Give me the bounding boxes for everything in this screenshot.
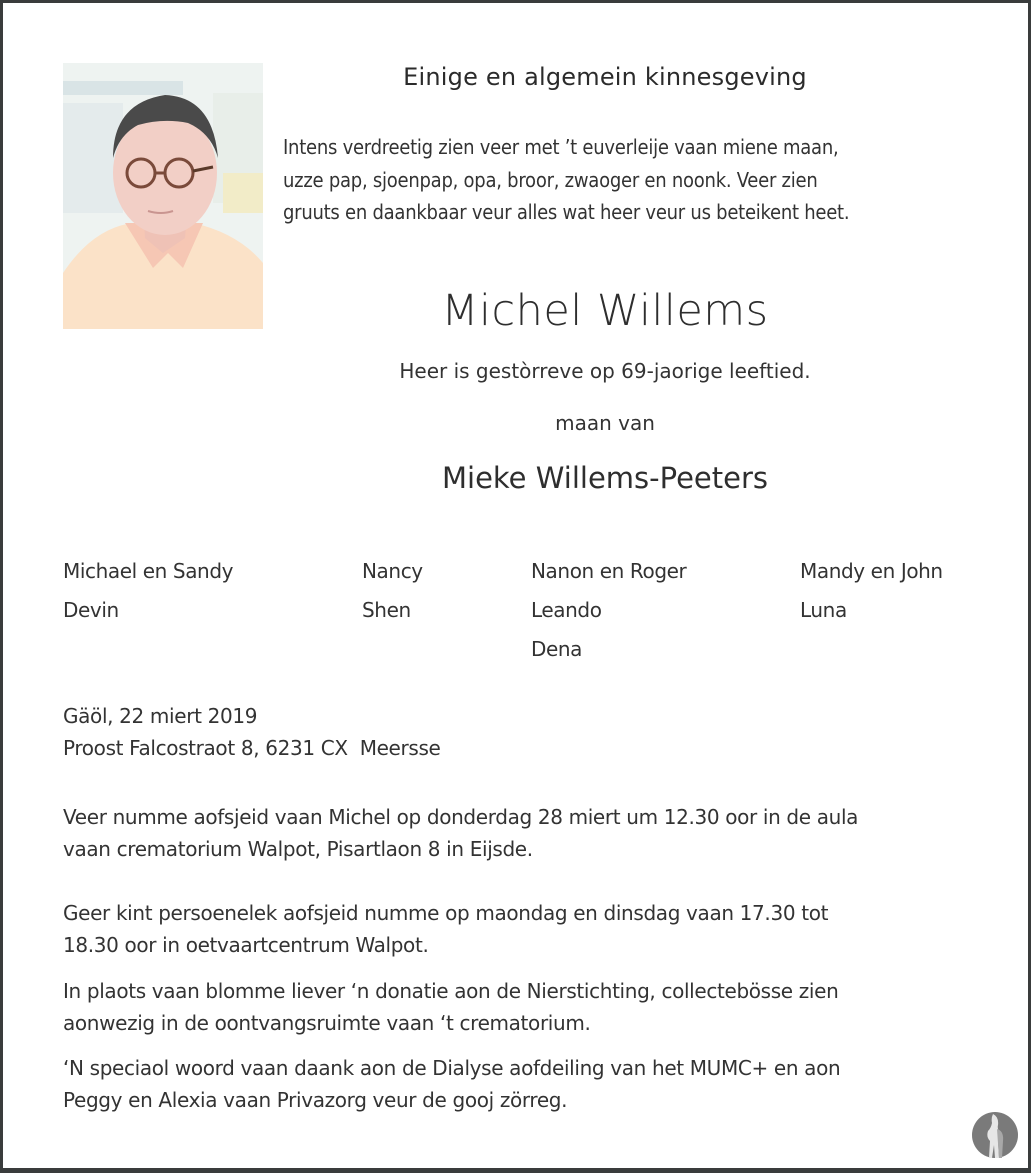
family-member: Nancy — [362, 559, 423, 583]
family-member: Devin — [63, 598, 119, 622]
paragraph-farewell — [63, 801, 973, 865]
family-member: Nanon en Roger — [531, 559, 687, 583]
paragraph-line: 18.30 oor in oetvaartcentrum Walpot. — [63, 933, 429, 957]
paragraph-line: vaan crematorium Walpot, Pisartlaon 8 in Eijsde. — [63, 837, 533, 861]
portrait-illustration — [63, 63, 263, 329]
paragraph-donation — [63, 975, 973, 1039]
family-member: Dena — [531, 637, 583, 661]
paragraph-line: Peggy en Alexia vaan Privazorg veur de gooj zörreg. — [63, 1088, 568, 1112]
paragraph-line: Veer numme aofsjeid vaan Michel op donderdag 28 miert um 12.30 oor in de aula — [63, 805, 859, 829]
announcement-heading: Einige en algemein kinnesgeving — [403, 63, 807, 91]
family-member: Shen — [362, 598, 411, 622]
family-member: Leando — [531, 598, 602, 622]
paragraph-line: aonwezig in de oontvangsruimte vaan ‘t crematorium. — [63, 1011, 591, 1035]
place-date-address — [63, 700, 973, 764]
memorial-logo-icon — [971, 1111, 1019, 1159]
place-date: Gäöl, 22 miert 2019 — [63, 704, 258, 728]
family-member: Michael en Sandy — [63, 559, 234, 583]
intro-line: uzze pap, sjoenpap, opa, broor, zwaoger en noonk. Veer zien — [283, 167, 818, 192]
age-line: Heer is gestòrreve op 69-jaorige leeftied. — [399, 359, 811, 383]
family-column — [800, 552, 943, 630]
address: Proost Falcostraot 8, 6231 CX Meersse — [63, 736, 441, 760]
relation-line: maan van — [555, 411, 655, 435]
deceased-name: Michel Willems — [441, 286, 769, 336]
paragraph-line: ‘N speciaol woord vaan daank aon de Dialyse aofdeiling van het MUMC+ en aon — [63, 1056, 841, 1080]
paragraph-visitation — [63, 897, 973, 961]
family-column — [531, 552, 686, 669]
paragraph-line: In plaots vaan blomme liever ‘n donatie aon de Nierstichting, collectebösse zien — [63, 979, 839, 1003]
family-member: Mandy en John — [800, 559, 943, 583]
paragraph-thanks — [63, 1052, 973, 1116]
intro-line: gruuts en daankbaar veur alles wat heer veur us beteikent heet. — [283, 200, 850, 224]
paragraph-line: Geer kint persoenelek aofsjeid numme op maondag en dinsdag vaan 17.30 tot — [63, 901, 829, 925]
intro-text — [283, 131, 973, 229]
intro-line: Intens verdreetig zien veer met ’t euverleije vaan miene maan, — [283, 135, 839, 159]
family-column — [362, 552, 423, 630]
portrait-photo — [63, 63, 263, 329]
spouse-name: Mieke Willems-Peeters — [442, 461, 768, 495]
family-member: Luna — [800, 598, 847, 622]
obituary-card — [3, 3, 1028, 1168]
family-column — [63, 552, 233, 630]
